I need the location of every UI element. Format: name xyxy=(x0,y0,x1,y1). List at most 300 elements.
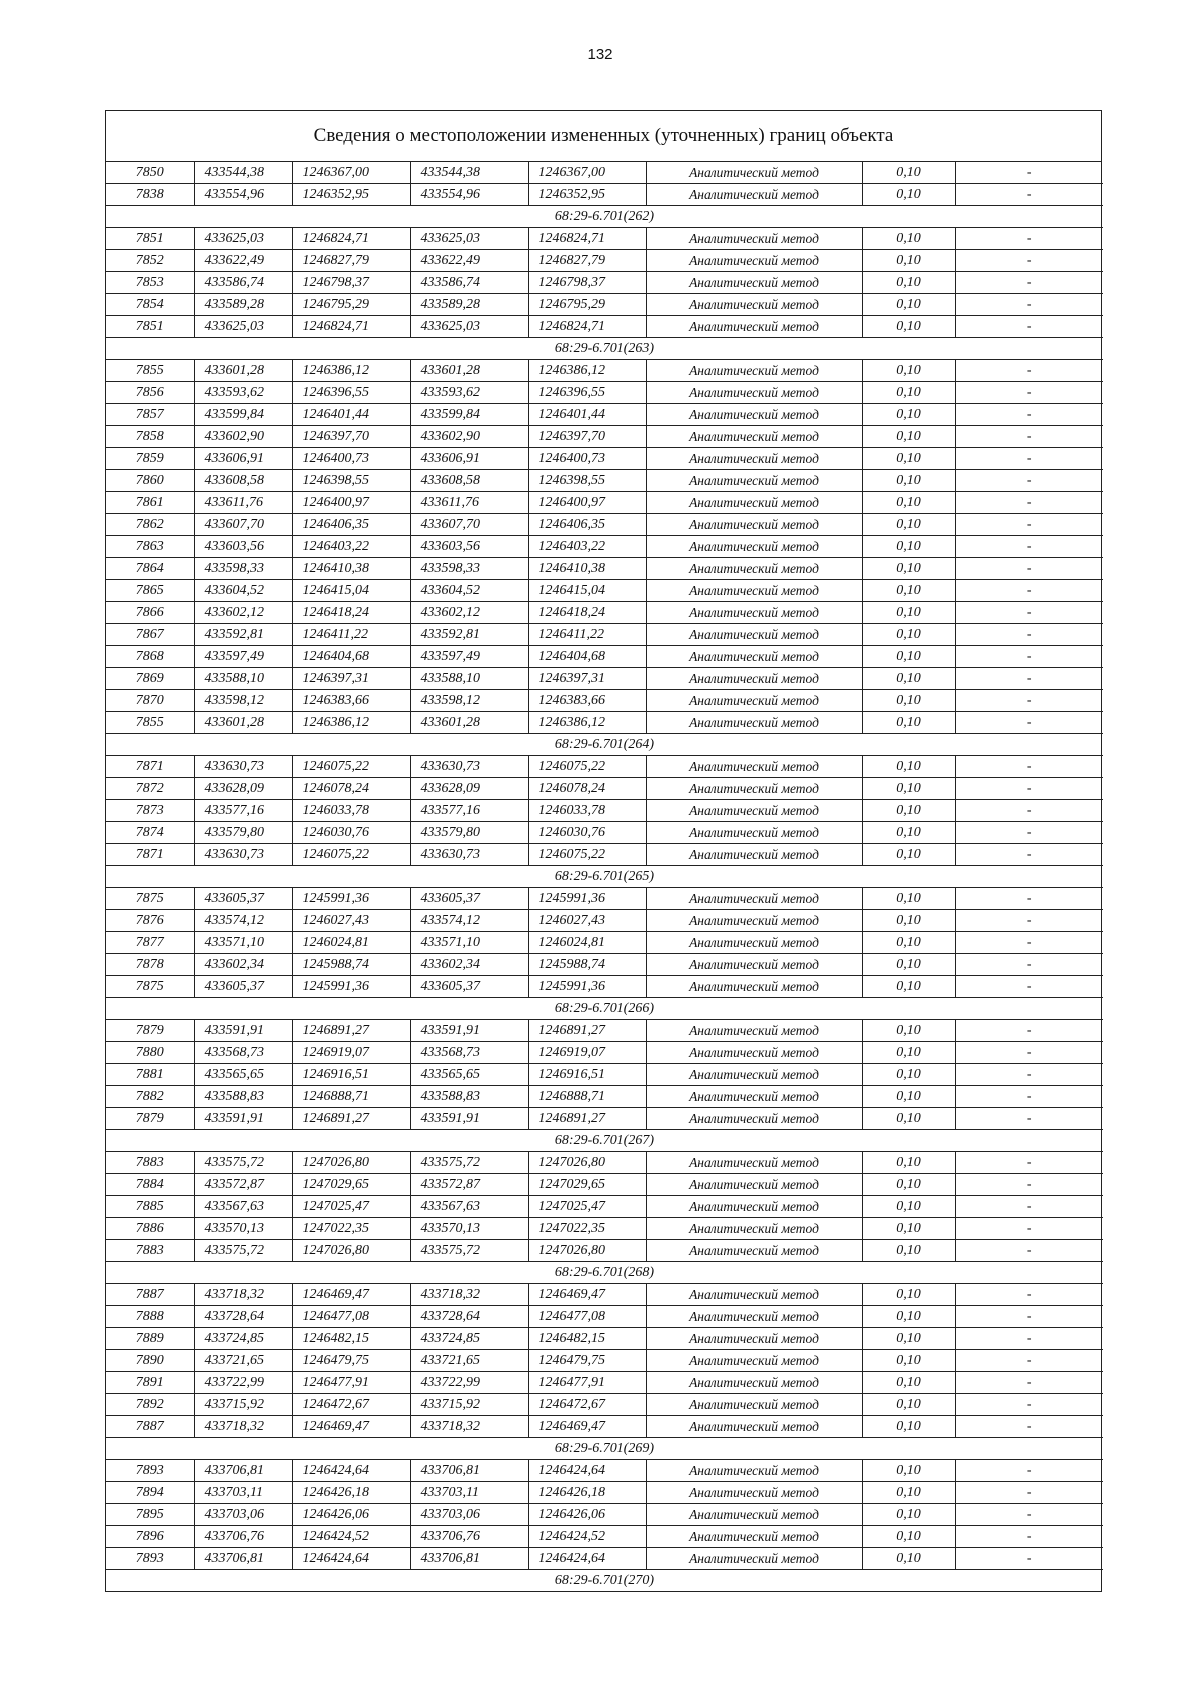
method-cell: Аналитический метод xyxy=(646,426,862,448)
x-refined-cell: 433593,62 xyxy=(410,382,528,404)
y-existing-cell: 1246396,55 xyxy=(292,382,410,404)
note-cell: - xyxy=(955,932,1103,954)
x-existing-cell: 433602,12 xyxy=(194,602,292,624)
x-existing-cell: 433574,12 xyxy=(194,910,292,932)
x-existing-cell: 433706,76 xyxy=(194,1526,292,1548)
y-refined-cell: 1246827,79 xyxy=(528,250,646,272)
note-cell: - xyxy=(955,624,1103,646)
y-refined-cell: 1246888,71 xyxy=(528,1086,646,1108)
note-cell: - xyxy=(955,272,1103,294)
y-refined-cell: 1246024,81 xyxy=(528,932,646,954)
accuracy-cell: 0,10 xyxy=(862,1152,955,1174)
point-number-cell: 7864 xyxy=(106,558,194,580)
y-refined-cell: 1246386,12 xyxy=(528,712,646,734)
x-refined-cell: 433605,37 xyxy=(410,888,528,910)
note-cell: - xyxy=(955,910,1103,932)
y-refined-cell: 1246469,47 xyxy=(528,1284,646,1306)
table-row xyxy=(106,580,1103,602)
y-refined-cell: 1247025,47 xyxy=(528,1196,646,1218)
accuracy-cell: 0,10 xyxy=(862,1394,955,1416)
x-refined-cell: 433706,81 xyxy=(410,1460,528,1482)
note-cell: - xyxy=(955,162,1103,184)
table-row xyxy=(106,1460,1103,1482)
y-refined-cell: 1246352,95 xyxy=(528,184,646,206)
y-existing-cell: 1246424,52 xyxy=(292,1526,410,1548)
y-existing-cell: 1246795,29 xyxy=(292,294,410,316)
accuracy-cell: 0,10 xyxy=(862,470,955,492)
method-cell: Аналитический метод xyxy=(646,1196,862,1218)
method-cell: Аналитический метод xyxy=(646,1108,862,1130)
accuracy-cell: 0,10 xyxy=(862,822,955,844)
point-number-cell: 7880 xyxy=(106,1042,194,1064)
method-cell: Аналитический метод xyxy=(646,558,862,580)
note-cell: - xyxy=(955,514,1103,536)
accuracy-cell: 0,10 xyxy=(862,558,955,580)
x-refined-cell: 433568,73 xyxy=(410,1042,528,1064)
y-existing-cell: 1246410,38 xyxy=(292,558,410,580)
x-refined-cell: 433577,16 xyxy=(410,800,528,822)
method-cell: Аналитический метод xyxy=(646,1372,862,1394)
method-cell: Аналитический метод xyxy=(646,1328,862,1350)
table-row xyxy=(106,602,1103,624)
y-existing-cell: 1246469,47 xyxy=(292,1416,410,1438)
point-number-cell: 7857 xyxy=(106,404,194,426)
coordinates-sheet xyxy=(105,110,1102,1592)
table-row xyxy=(106,624,1103,646)
x-refined-cell: 433605,37 xyxy=(410,976,528,998)
table-row xyxy=(106,932,1103,954)
y-refined-cell: 1246383,66 xyxy=(528,690,646,712)
method-cell: Аналитический метод xyxy=(646,844,862,866)
method-cell: Аналитический метод xyxy=(646,470,862,492)
accuracy-cell: 0,10 xyxy=(862,1548,955,1570)
method-cell: Аналитический метод xyxy=(646,646,862,668)
note-cell: - xyxy=(955,470,1103,492)
note-cell: - xyxy=(955,1064,1103,1086)
table-row xyxy=(106,272,1103,294)
accuracy-cell: 0,10 xyxy=(862,756,955,778)
method-cell: Аналитический метод xyxy=(646,1042,862,1064)
x-refined-cell: 433604,52 xyxy=(410,580,528,602)
x-existing-cell: 433575,72 xyxy=(194,1152,292,1174)
point-number-cell: 7855 xyxy=(106,360,194,382)
accuracy-cell: 0,10 xyxy=(862,1218,955,1240)
y-existing-cell: 1246383,66 xyxy=(292,690,410,712)
x-refined-cell: 433544,38 xyxy=(410,162,528,184)
y-refined-cell: 1246400,73 xyxy=(528,448,646,470)
table-row xyxy=(106,514,1103,536)
y-refined-cell: 1246400,97 xyxy=(528,492,646,514)
section-row xyxy=(106,338,1103,360)
note-cell: - xyxy=(955,1460,1103,1482)
y-refined-cell: 1246424,52 xyxy=(528,1526,646,1548)
table-row xyxy=(106,1526,1103,1548)
page-number: 132 xyxy=(587,46,613,63)
accuracy-cell: 0,10 xyxy=(862,1020,955,1042)
method-cell: Аналитический метод xyxy=(646,602,862,624)
method-cell: Аналитический метод xyxy=(646,1064,862,1086)
x-refined-cell: 433718,32 xyxy=(410,1416,528,1438)
point-number-cell: 7851 xyxy=(106,316,194,338)
x-existing-cell: 433597,49 xyxy=(194,646,292,668)
x-existing-cell: 433568,73 xyxy=(194,1042,292,1064)
point-number-cell: 7877 xyxy=(106,932,194,954)
y-existing-cell: 1246397,31 xyxy=(292,668,410,690)
table-row xyxy=(106,712,1103,734)
note-cell: - xyxy=(955,294,1103,316)
accuracy-cell: 0,10 xyxy=(862,272,955,294)
x-existing-cell: 433706,81 xyxy=(194,1460,292,1482)
y-existing-cell: 1246367,00 xyxy=(292,162,410,184)
point-number-cell: 7888 xyxy=(106,1306,194,1328)
x-existing-cell: 433565,65 xyxy=(194,1064,292,1086)
method-cell: Аналитический метод xyxy=(646,250,862,272)
y-refined-cell: 1246418,24 xyxy=(528,602,646,624)
method-cell: Аналитический метод xyxy=(646,1020,862,1042)
point-number-cell: 7884 xyxy=(106,1174,194,1196)
accuracy-cell: 0,10 xyxy=(862,844,955,866)
x-existing-cell: 433588,83 xyxy=(194,1086,292,1108)
accuracy-cell: 0,10 xyxy=(862,294,955,316)
y-refined-cell: 1246424,64 xyxy=(528,1460,646,1482)
x-refined-cell: 433703,11 xyxy=(410,1482,528,1504)
method-cell: Аналитический метод xyxy=(646,404,862,426)
y-existing-cell: 1246888,71 xyxy=(292,1086,410,1108)
point-number-cell: 7859 xyxy=(106,448,194,470)
y-existing-cell: 1246477,08 xyxy=(292,1306,410,1328)
note-cell: - xyxy=(955,690,1103,712)
accuracy-cell: 0,10 xyxy=(862,1042,955,1064)
y-refined-cell: 1246397,70 xyxy=(528,426,646,448)
point-number-cell: 7879 xyxy=(106,1108,194,1130)
table-row xyxy=(106,470,1103,492)
point-number-cell: 7866 xyxy=(106,602,194,624)
y-refined-cell: 1246406,35 xyxy=(528,514,646,536)
note-cell: - xyxy=(955,536,1103,558)
table-row xyxy=(106,954,1103,976)
method-cell: Аналитический метод xyxy=(646,1306,862,1328)
y-refined-cell: 1246415,04 xyxy=(528,580,646,602)
accuracy-cell: 0,10 xyxy=(862,1416,955,1438)
note-cell: - xyxy=(955,1196,1103,1218)
y-existing-cell: 1246824,71 xyxy=(292,316,410,338)
method-cell: Аналитический метод xyxy=(646,1526,862,1548)
table-row xyxy=(106,1196,1103,1218)
accuracy-cell: 0,10 xyxy=(862,382,955,404)
y-existing-cell: 1246469,47 xyxy=(292,1284,410,1306)
point-number-cell: 7881 xyxy=(106,1064,194,1086)
x-refined-cell: 433703,06 xyxy=(410,1504,528,1526)
accuracy-cell: 0,10 xyxy=(862,1284,955,1306)
y-existing-cell: 1246426,06 xyxy=(292,1504,410,1526)
x-existing-cell: 433603,56 xyxy=(194,536,292,558)
table-row xyxy=(106,1372,1103,1394)
point-number-cell: 7876 xyxy=(106,910,194,932)
note-cell: - xyxy=(955,888,1103,910)
method-cell: Аналитический метод xyxy=(646,1284,862,1306)
y-existing-cell: 1246352,95 xyxy=(292,184,410,206)
note-cell: - xyxy=(955,492,1103,514)
y-refined-cell: 1246891,27 xyxy=(528,1108,646,1130)
accuracy-cell: 0,10 xyxy=(862,1108,955,1130)
point-number-cell: 7862 xyxy=(106,514,194,536)
table-row xyxy=(106,1064,1103,1086)
note-cell: - xyxy=(955,976,1103,998)
note-cell: - xyxy=(955,1548,1103,1570)
note-cell: - xyxy=(955,228,1103,250)
method-cell: Аналитический метод xyxy=(646,514,862,536)
method-cell: Аналитический метод xyxy=(646,712,862,734)
parcel-number: 68:29-6.701(266) xyxy=(106,998,1103,1020)
table-row xyxy=(106,558,1103,580)
point-number-cell: 7893 xyxy=(106,1460,194,1482)
note-cell: - xyxy=(955,844,1103,866)
accuracy-cell: 0,10 xyxy=(862,910,955,932)
y-existing-cell: 1246415,04 xyxy=(292,580,410,602)
table-row xyxy=(106,1482,1103,1504)
method-cell: Аналитический метод xyxy=(646,448,862,470)
x-existing-cell: 433591,91 xyxy=(194,1108,292,1130)
y-existing-cell: 1246891,27 xyxy=(292,1108,410,1130)
point-number-cell: 7851 xyxy=(106,228,194,250)
y-existing-cell: 1246798,37 xyxy=(292,272,410,294)
y-existing-cell: 1246033,78 xyxy=(292,800,410,822)
accuracy-cell: 0,10 xyxy=(862,426,955,448)
point-number-cell: 7861 xyxy=(106,492,194,514)
accuracy-cell: 0,10 xyxy=(862,800,955,822)
y-existing-cell: 1246919,07 xyxy=(292,1042,410,1064)
y-existing-cell: 1247026,80 xyxy=(292,1152,410,1174)
x-refined-cell: 433706,76 xyxy=(410,1526,528,1548)
note-cell: - xyxy=(955,646,1103,668)
section-row xyxy=(106,734,1103,756)
x-existing-cell: 433718,32 xyxy=(194,1284,292,1306)
y-existing-cell: 1247029,65 xyxy=(292,1174,410,1196)
x-existing-cell: 433721,65 xyxy=(194,1350,292,1372)
point-number-cell: 7873 xyxy=(106,800,194,822)
table-row xyxy=(106,1020,1103,1042)
method-cell: Аналитический метод xyxy=(646,536,862,558)
y-refined-cell: 1246919,07 xyxy=(528,1042,646,1064)
table-row xyxy=(106,888,1103,910)
accuracy-cell: 0,10 xyxy=(862,536,955,558)
parcel-number: 68:29-6.701(263) xyxy=(106,338,1103,360)
table-row xyxy=(106,1108,1103,1130)
x-refined-cell: 433565,65 xyxy=(410,1064,528,1086)
table-row xyxy=(106,536,1103,558)
section-row xyxy=(106,1570,1103,1592)
x-existing-cell: 433605,37 xyxy=(194,888,292,910)
note-cell: - xyxy=(955,668,1103,690)
accuracy-cell: 0,10 xyxy=(862,668,955,690)
point-number-cell: 7860 xyxy=(106,470,194,492)
y-existing-cell: 1246827,79 xyxy=(292,250,410,272)
accuracy-cell: 0,10 xyxy=(862,1240,955,1262)
y-refined-cell: 1246403,22 xyxy=(528,536,646,558)
point-number-cell: 7893 xyxy=(106,1548,194,1570)
note-cell: - xyxy=(955,316,1103,338)
point-number-cell: 7870 xyxy=(106,690,194,712)
y-refined-cell: 1245991,36 xyxy=(528,976,646,998)
point-number-cell: 7892 xyxy=(106,1394,194,1416)
method-cell: Аналитический метод xyxy=(646,492,862,514)
section-row xyxy=(106,1130,1103,1152)
x-refined-cell: 433606,91 xyxy=(410,448,528,470)
note-cell: - xyxy=(955,1174,1103,1196)
y-existing-cell: 1247025,47 xyxy=(292,1196,410,1218)
table-row xyxy=(106,976,1103,998)
y-existing-cell: 1246386,12 xyxy=(292,360,410,382)
x-refined-cell: 433588,10 xyxy=(410,668,528,690)
x-refined-cell: 433591,91 xyxy=(410,1020,528,1042)
table-row xyxy=(106,228,1103,250)
point-number-cell: 7878 xyxy=(106,954,194,976)
note-cell: - xyxy=(955,1020,1103,1042)
x-refined-cell: 433589,28 xyxy=(410,294,528,316)
point-number-cell: 7854 xyxy=(106,294,194,316)
y-refined-cell: 1246424,64 xyxy=(528,1548,646,1570)
accuracy-cell: 0,10 xyxy=(862,580,955,602)
accuracy-cell: 0,10 xyxy=(862,690,955,712)
y-refined-cell: 1246033,78 xyxy=(528,800,646,822)
x-existing-cell: 433703,06 xyxy=(194,1504,292,1526)
y-existing-cell: 1246411,22 xyxy=(292,624,410,646)
point-number-cell: 7886 xyxy=(106,1218,194,1240)
method-cell: Аналитический метод xyxy=(646,162,862,184)
accuracy-cell: 0,10 xyxy=(862,712,955,734)
x-refined-cell: 433597,49 xyxy=(410,646,528,668)
y-refined-cell: 1246916,51 xyxy=(528,1064,646,1086)
y-refined-cell: 1246075,22 xyxy=(528,756,646,778)
y-refined-cell: 1246411,22 xyxy=(528,624,646,646)
x-existing-cell: 433572,87 xyxy=(194,1174,292,1196)
note-cell: - xyxy=(955,954,1103,976)
x-refined-cell: 433598,12 xyxy=(410,690,528,712)
y-refined-cell: 1247026,80 xyxy=(528,1152,646,1174)
x-existing-cell: 433575,72 xyxy=(194,1240,292,1262)
method-cell: Аналитический метод xyxy=(646,910,862,932)
method-cell: Аналитический метод xyxy=(646,382,862,404)
table-row xyxy=(106,1174,1103,1196)
x-refined-cell: 433630,73 xyxy=(410,756,528,778)
x-existing-cell: 433602,34 xyxy=(194,954,292,976)
parcel-number: 68:29-6.701(267) xyxy=(106,1130,1103,1152)
y-refined-cell: 1247029,65 xyxy=(528,1174,646,1196)
table-row xyxy=(106,1306,1103,1328)
note-cell: - xyxy=(955,1108,1103,1130)
method-cell: Аналитический метод xyxy=(646,1504,862,1526)
accuracy-cell: 0,10 xyxy=(862,1064,955,1086)
y-existing-cell: 1245991,36 xyxy=(292,976,410,998)
y-refined-cell: 1246479,75 xyxy=(528,1350,646,1372)
note-cell: - xyxy=(955,382,1103,404)
y-existing-cell: 1246406,35 xyxy=(292,514,410,536)
y-existing-cell: 1246424,64 xyxy=(292,1460,410,1482)
x-existing-cell: 433630,73 xyxy=(194,756,292,778)
y-refined-cell: 1247026,80 xyxy=(528,1240,646,1262)
table-row xyxy=(106,1240,1103,1262)
x-existing-cell: 433706,81 xyxy=(194,1548,292,1570)
accuracy-cell: 0,10 xyxy=(862,1196,955,1218)
x-existing-cell: 433570,13 xyxy=(194,1218,292,1240)
accuracy-cell: 0,10 xyxy=(862,1350,955,1372)
x-existing-cell: 433588,10 xyxy=(194,668,292,690)
table-row xyxy=(106,316,1103,338)
point-number-cell: 7883 xyxy=(106,1240,194,1262)
y-existing-cell: 1246075,22 xyxy=(292,844,410,866)
table-row xyxy=(106,448,1103,470)
note-cell: - xyxy=(955,184,1103,206)
point-number-cell: 7865 xyxy=(106,580,194,602)
method-cell: Аналитический метод xyxy=(646,668,862,690)
x-existing-cell: 433554,96 xyxy=(194,184,292,206)
x-refined-cell: 433706,81 xyxy=(410,1548,528,1570)
accuracy-cell: 0,10 xyxy=(862,250,955,272)
table-row xyxy=(106,1504,1103,1526)
x-refined-cell: 433571,10 xyxy=(410,932,528,954)
x-refined-cell: 433601,28 xyxy=(410,712,528,734)
x-refined-cell: 433602,90 xyxy=(410,426,528,448)
accuracy-cell: 0,10 xyxy=(862,932,955,954)
y-existing-cell: 1246400,73 xyxy=(292,448,410,470)
accuracy-cell: 0,10 xyxy=(862,1526,955,1548)
x-refined-cell: 433715,92 xyxy=(410,1394,528,1416)
note-cell: - xyxy=(955,1372,1103,1394)
x-existing-cell: 433601,28 xyxy=(194,360,292,382)
y-refined-cell: 1246472,67 xyxy=(528,1394,646,1416)
table-row xyxy=(106,382,1103,404)
coordinates-table xyxy=(106,162,1103,1591)
point-number-cell: 7852 xyxy=(106,250,194,272)
x-existing-cell: 433605,37 xyxy=(194,976,292,998)
accuracy-cell: 0,10 xyxy=(862,1460,955,1482)
y-refined-cell: 1246824,71 xyxy=(528,316,646,338)
parcel-number: 68:29-6.701(265) xyxy=(106,866,1103,888)
note-cell: - xyxy=(955,250,1103,272)
point-number-cell: 7855 xyxy=(106,712,194,734)
y-existing-cell: 1246824,71 xyxy=(292,228,410,250)
y-existing-cell: 1246027,43 xyxy=(292,910,410,932)
method-cell: Аналитический метод xyxy=(646,690,862,712)
accuracy-cell: 0,10 xyxy=(862,1306,955,1328)
x-refined-cell: 433607,70 xyxy=(410,514,528,536)
accuracy-cell: 0,10 xyxy=(862,646,955,668)
point-number-cell: 7896 xyxy=(106,1526,194,1548)
y-refined-cell: 1246482,15 xyxy=(528,1328,646,1350)
y-refined-cell: 1246397,31 xyxy=(528,668,646,690)
y-refined-cell: 1246404,68 xyxy=(528,646,646,668)
accuracy-cell: 0,10 xyxy=(862,316,955,338)
x-existing-cell: 433604,52 xyxy=(194,580,292,602)
method-cell: Аналитический метод xyxy=(646,272,862,294)
x-existing-cell: 433567,63 xyxy=(194,1196,292,1218)
method-cell: Аналитический метод xyxy=(646,580,862,602)
x-refined-cell: 433554,96 xyxy=(410,184,528,206)
note-cell: - xyxy=(955,448,1103,470)
x-refined-cell: 433602,12 xyxy=(410,602,528,624)
y-refined-cell: 1246401,44 xyxy=(528,404,646,426)
y-existing-cell: 1246024,81 xyxy=(292,932,410,954)
note-cell: - xyxy=(955,712,1103,734)
x-refined-cell: 433603,56 xyxy=(410,536,528,558)
note-cell: - xyxy=(955,822,1103,844)
note-cell: - xyxy=(955,1328,1103,1350)
x-existing-cell: 433602,90 xyxy=(194,426,292,448)
table-row xyxy=(106,756,1103,778)
x-refined-cell: 433724,85 xyxy=(410,1328,528,1350)
table-row xyxy=(106,844,1103,866)
note-cell: - xyxy=(955,778,1103,800)
